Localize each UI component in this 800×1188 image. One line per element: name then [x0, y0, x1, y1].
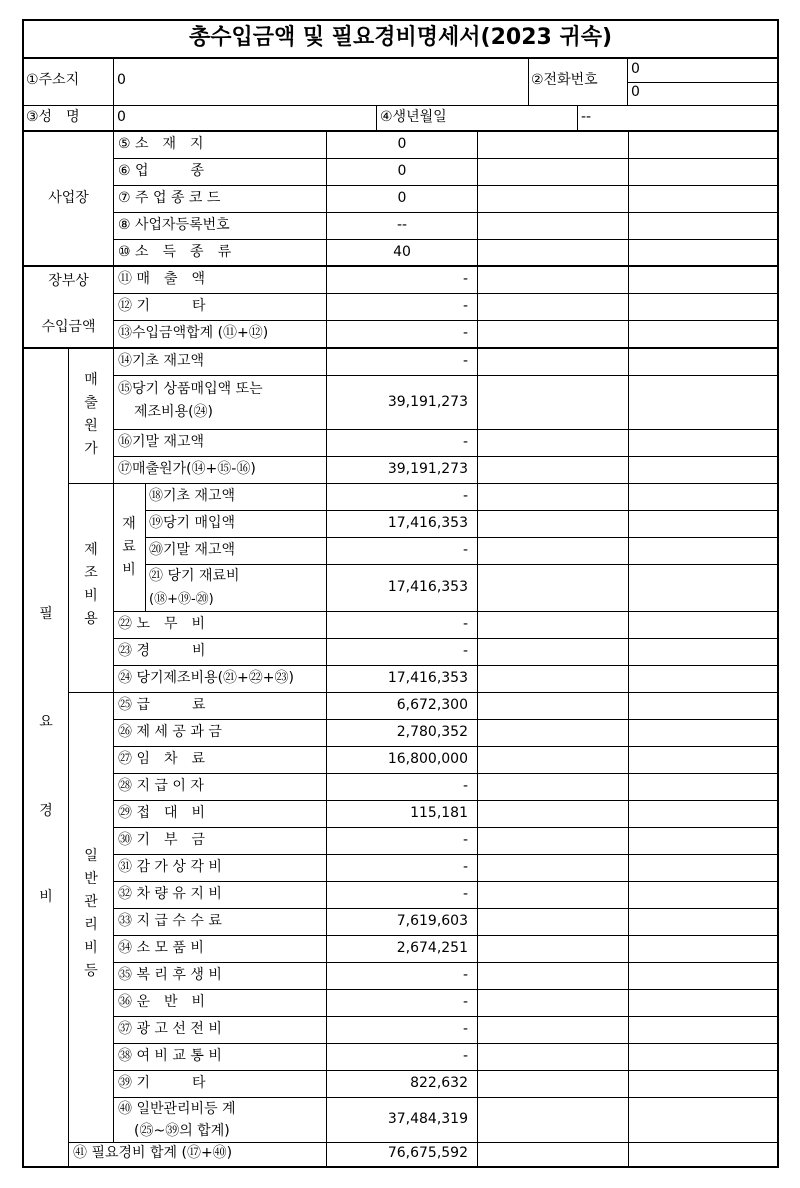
general-expense-label: ㉞ 소 모 품 비	[118, 940, 204, 956]
general-expense-label: ㊴ 기 타	[118, 1075, 206, 1091]
birth-value: --	[581, 109, 592, 125]
material-closing-label: ⑳기말 재고액	[149, 542, 236, 558]
general-expense-value: 6,672,300	[396, 697, 468, 713]
overhead-label: ㉓ 경 비	[118, 643, 206, 659]
general-expense-value: 822,632	[410, 1075, 468, 1091]
income-type-label: ⑩ 소 득 종 류	[118, 244, 232, 260]
business-code-label: ⑦ 주 업 종 코 드	[118, 190, 221, 206]
general-expense-value: -	[462, 778, 468, 794]
general-expense-value: -	[462, 967, 468, 983]
general-expense-value: 7,619,603	[396, 913, 468, 929]
general-expense-value: 16,800,000	[387, 751, 468, 767]
purchases-label-2: 제조비용(㉔)	[134, 404, 214, 420]
general-expense-label: ㉛ 감 가 상 각 비	[118, 859, 222, 875]
income-total-label: ⑬수입금액합계 (⑪+⑫)	[118, 325, 269, 341]
general-expense-label: ㊱ 운 반 비	[118, 994, 206, 1010]
expense-group-char-1: 필	[39, 606, 53, 622]
col-line-blank-1	[477, 132, 478, 1166]
business-group-label: 사업장	[48, 190, 89, 206]
name-label: ③성 명	[26, 109, 80, 125]
general-expense-value: -	[462, 886, 468, 902]
opening-inventory-value: -	[462, 353, 468, 369]
expense-group-char-4: 비	[39, 889, 53, 905]
business-regno-value: --	[396, 217, 408, 233]
general-total-label-2: (㉕~㊴의 합계)	[134, 1123, 230, 1139]
material-cost-label-2: (⑱+⑲-⑳)	[149, 592, 214, 607]
general-expense-label: ㊳ 여 비 교 통 비	[118, 1048, 222, 1064]
material-purchase-value: 17,416,353	[387, 515, 468, 531]
business-type-label: ⑥ 업 종	[118, 163, 205, 179]
material-purchase-label: ⑲당기 매입액	[149, 515, 236, 531]
general-expense-label: ㉗ 임 차 료	[118, 751, 206, 767]
general-expense-value: -	[462, 1021, 468, 1037]
col-line-blank-2	[628, 132, 629, 1166]
closing-inventory-value: -	[462, 434, 468, 450]
general-expense-value: 2,780,352	[396, 724, 468, 740]
name-value: 0	[117, 109, 126, 125]
border-right	[777, 19, 779, 1168]
phone-label: ②전화번호	[531, 72, 598, 88]
overhead-value: -	[462, 643, 468, 659]
general-expense-label: ㉕ 급 료	[118, 697, 206, 713]
cogs-value: 39,191,273	[387, 461, 468, 477]
general-expense-label: ㉟ 복 리 후 생 비	[118, 967, 222, 983]
business-location-label: ⑤ 소 재 지	[118, 136, 204, 152]
total-expense-label: ㊶ 필요경비 합계 (⑰+㊵)	[73, 1145, 233, 1161]
purchases-label-1: ⑮당기 상품매입액 또는	[118, 381, 263, 397]
address-value: 0	[117, 72, 126, 88]
manufacturing-total-value: 17,416,353	[387, 670, 468, 686]
sales-value: -	[462, 271, 468, 287]
income-group-label-1: 장부상	[48, 273, 89, 289]
material-closing-value: -	[462, 542, 468, 558]
general-expense-value: -	[462, 859, 468, 875]
business-regno-label: ⑧ 사업자등록번호	[118, 217, 230, 233]
income-total-value: -	[462, 325, 468, 341]
general-expense-label: ㉘ 지 급 이 자	[118, 778, 204, 794]
manufacturing-total-label: ㉔ 당기제조비용(㉑+㉒+㉓)	[118, 670, 294, 686]
general-expense-value: 2,674,251	[396, 940, 468, 956]
income-group-label-2: 수입금액	[41, 319, 96, 335]
address-label: ①주소지	[26, 72, 80, 88]
income-other-value: -	[462, 298, 468, 314]
material-cost-label-1: ㉑ 당기 재료비	[149, 568, 240, 584]
total-expense-value: 76,675,592	[387, 1145, 468, 1161]
general-expense-label: ㊲ 광 고 선 전 비	[118, 1021, 222, 1037]
form-title: 총수입금액 및 필요경비명세서(2023 귀속)	[188, 25, 613, 50]
border-bottom	[22, 1166, 779, 1168]
labor-cost-label: ㉒ 노 무 비	[118, 616, 206, 632]
sales-label: ⑪ 매 출 액	[118, 271, 206, 287]
general-expense-label: ㉙ 접 대 비	[118, 805, 206, 821]
general-expense-label: ㉝ 지 급 수 수 료	[118, 913, 222, 929]
expense-group-char-3: 경	[39, 803, 53, 819]
income-type-value: 40	[393, 244, 411, 260]
general-expense-value: -	[462, 994, 468, 1010]
general-expense-value: 115,181	[410, 805, 468, 821]
business-type-value: 0	[397, 163, 407, 179]
birth-label: ④생년월일	[380, 109, 447, 125]
manufacturing-group-label: 제 조 비 용	[84, 542, 98, 627]
labor-cost-value: -	[462, 616, 468, 632]
general-total-label-1: ㊵ 일반관리비등 계	[118, 1101, 236, 1117]
general-expense-label: ㉖ 제 세 공 과 금	[118, 724, 222, 740]
cogs-label: ⑰매출원가(⑭+⑮-⑯)	[118, 461, 256, 477]
expense-statement-form	[22, 19, 779, 1168]
general-expense-value: -	[462, 832, 468, 848]
phone-value-2: 0	[631, 84, 640, 100]
cogs-group-label: 매 출 원 가	[84, 372, 98, 457]
income-other-label: ⑫ 기 타	[118, 298, 206, 314]
general-admin-group-label: 일 반 관 리 비 등	[84, 848, 98, 979]
general-expense-label: ㉜ 차 량 유 지 비	[118, 886, 222, 902]
phone-value-1: 0	[631, 61, 640, 77]
material-opening-label: ⑱기초 재고액	[149, 488, 236, 504]
business-code-value: 0	[397, 190, 407, 206]
opening-inventory-label: ⑭기초 재고액	[118, 353, 205, 369]
business-location-value: 0	[397, 136, 407, 152]
general-expense-value: -	[462, 1048, 468, 1064]
general-expense-value: 37,484,319	[387, 1111, 468, 1127]
purchases-value: 39,191,273	[387, 394, 468, 410]
material-group-label: 재 료 비	[122, 516, 136, 578]
expense-group-char-2: 요	[39, 714, 53, 730]
material-cost-value: 17,416,353	[387, 579, 468, 595]
closing-inventory-label: ⑯기말 재고액	[118, 434, 205, 450]
general-expense-label: ㉚ 기 부 금	[118, 832, 206, 848]
material-opening-value: -	[462, 488, 468, 504]
